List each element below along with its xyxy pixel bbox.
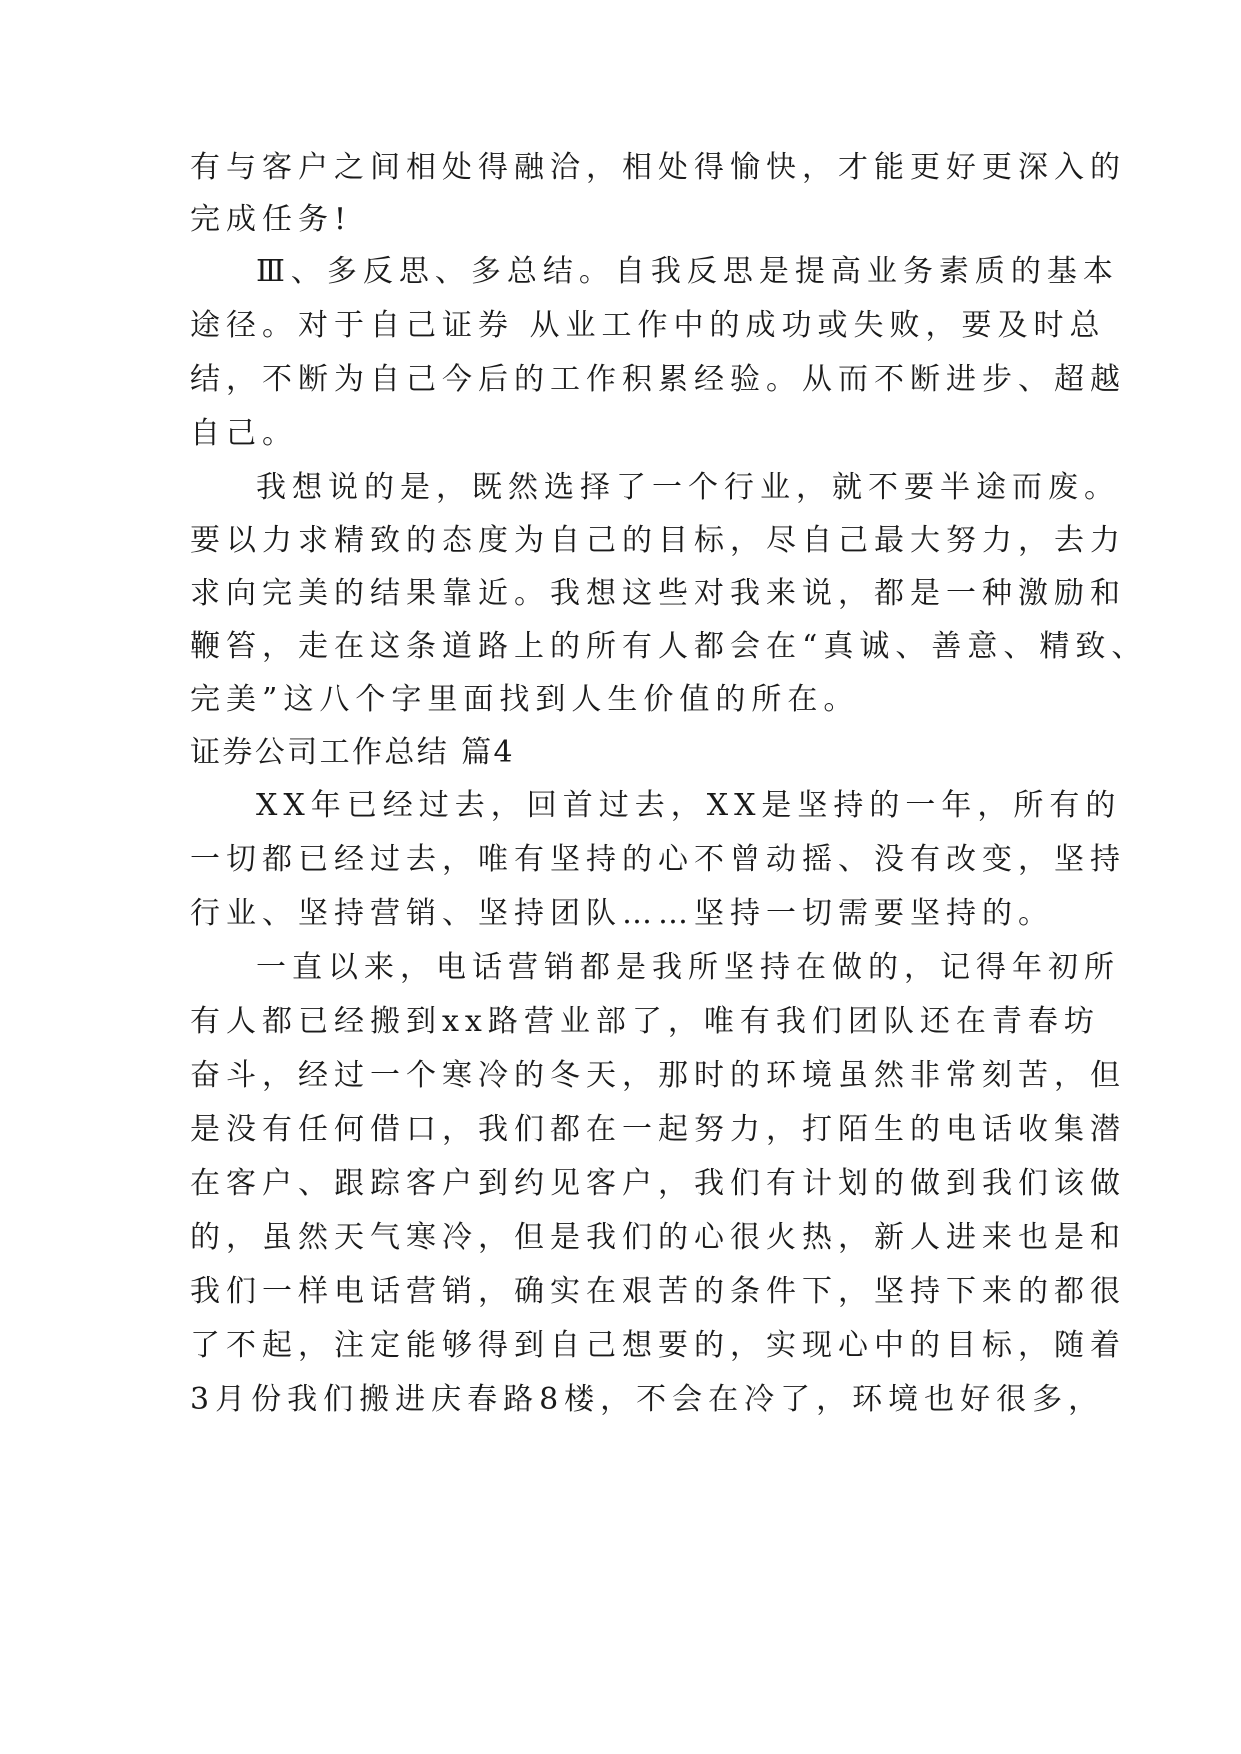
text-line: 3月份我们搬进庆春路8楼，不会在冷了，环境也好很多， (190, 1382, 1105, 1417)
text-line: 有人都已经搬到xx路营业部了，唯有我们团队还在青春坊 (190, 1004, 1100, 1039)
section-heading: 证券公司工作总结 篇4 (190, 735, 516, 770)
text-line: 的，虽然天气寒冷，但是我们的心很火热，新人进来也是和 (190, 1220, 1126, 1255)
text-line: 鞭笞，走在这条道路上的所有人都会在“真诚、善意、精致、 (190, 629, 1148, 664)
text-line: 一切都已经过去，唯有坚持的心不曾动摇、没有改变，坚持 (190, 842, 1126, 877)
text-line: 有与客户之间相处得融洽，相处得愉快，才能更好更深入的 (190, 150, 1126, 185)
text-line: 要以力求精致的态度为自己的目标，尽自己最大努力，去力 (190, 523, 1126, 558)
text-line: 结，不断为自己今后的工作积累经验。从而不断进步、超越 (190, 362, 1126, 397)
text-line: 是没有任何借口，我们都在一起努力，打陌生的电话收集潜 (190, 1112, 1126, 1147)
text-line: 一直以来，电话营销都是我所坚持在做的，记得年初所 (256, 950, 1120, 985)
text-line: XX年已经过去，回首过去，XX是坚持的一年，所有的 (256, 788, 1122, 823)
text-line: 完美”这八个字里面找到人生价值的所在。 (190, 682, 860, 717)
text-line: 途径。对于自己证券 从业工作中的成功或失败，要及时总 (190, 308, 1106, 343)
text-line: 行业、坚持营销、坚持团队……坚持一切需要坚持的。 (190, 896, 1054, 931)
text-line: 了不起，注定能够得到自己想要的，实现心中的目标，随着 (190, 1328, 1126, 1363)
text-line: 自己。 (190, 416, 298, 451)
text-line: 在客户、跟踪客户到约见客户，我们有计划的做到我们该做 (190, 1166, 1126, 1201)
text-line: 我想说的是，既然选择了一个行业，就不要半途而废。 (256, 470, 1120, 505)
text-line: 我们一样电话营销，确实在艰苦的条件下，坚持下来的都很 (190, 1274, 1126, 1309)
text-line: 完成任务! (190, 202, 353, 237)
text-line: Ⅲ、多反思、多总结。自我反思是提高业务素质的基本 (256, 254, 1119, 289)
text-line: 奋斗，经过一个寒冷的冬天，那时的环境虽然非常刻苦，但 (190, 1058, 1126, 1093)
text-line: 求向完美的结果靠近。我想这些对我来说，都是一种激励和 (190, 576, 1126, 611)
